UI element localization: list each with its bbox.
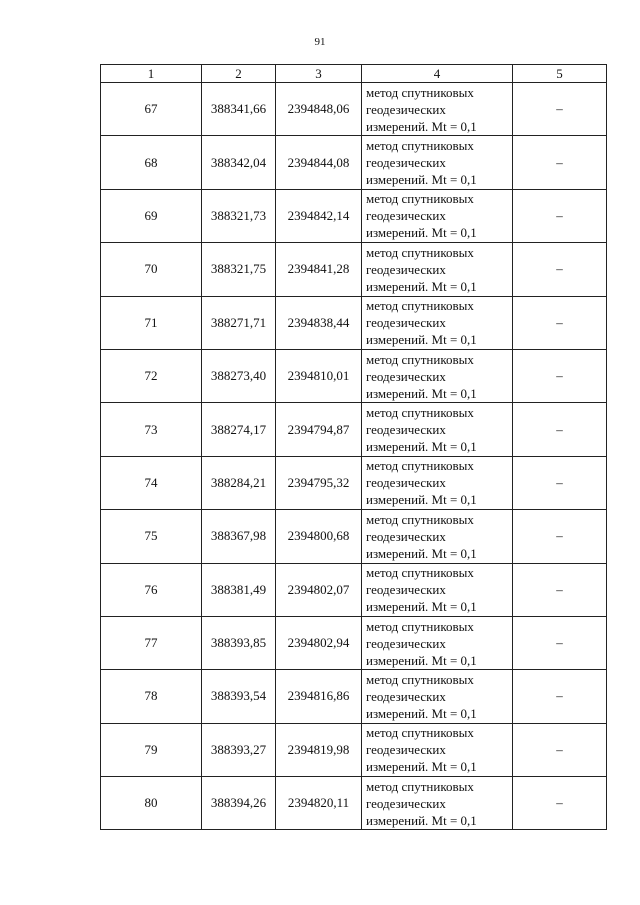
table-row — [101, 189, 607, 242]
y-coordinate-cell: 2394794,87 — [276, 403, 362, 456]
method-text-line: измерений. Mt = 0,1 — [366, 278, 477, 294]
y-coordinate-cell: 2394802,07 — [276, 563, 362, 616]
y-coordinate-cell: 2394819,98 — [276, 723, 362, 776]
table-row — [101, 510, 607, 563]
header-col-5: 5 — [513, 65, 607, 83]
y-coordinate-cell: 2394838,44 — [276, 296, 362, 349]
method-cell — [362, 723, 513, 776]
column-5-cell: – — [513, 456, 607, 509]
method-text-line: измерений. Mt = 0,1 — [366, 599, 477, 615]
method-text-line: измерений. Mt = 0,1 — [366, 332, 477, 348]
table-row — [101, 296, 607, 349]
table-row — [101, 563, 607, 616]
table-body — [101, 83, 607, 830]
coordinates-table — [100, 64, 607, 830]
method-text-line: геодезических — [366, 635, 446, 651]
method-text-line: метод спутниковых — [366, 298, 474, 314]
y-coordinate-cell: 2394800,68 — [276, 510, 362, 563]
method-text-line: геодезических — [366, 368, 446, 384]
method-text-line: метод спутниковых — [366, 618, 474, 634]
header-col-2: 2 — [202, 65, 276, 83]
x-coordinate-cell: 388393,54 — [202, 670, 276, 723]
x-coordinate-cell: 388393,27 — [202, 723, 276, 776]
table-row — [101, 349, 607, 402]
point-number-cell: 68 — [101, 136, 202, 189]
y-coordinate-cell: 2394810,01 — [276, 349, 362, 402]
method-text-line: геодезических — [366, 795, 446, 811]
table-row — [101, 777, 607, 830]
method-text-line: геодезических — [366, 422, 446, 438]
y-coordinate-cell: 2394820,11 — [276, 777, 362, 830]
y-coordinate-cell: 2394841,28 — [276, 243, 362, 296]
header-col-4: 4 — [362, 65, 513, 83]
x-coordinate-cell: 388341,66 — [202, 83, 276, 136]
method-cell — [362, 403, 513, 456]
point-number-cell: 67 — [101, 83, 202, 136]
column-5-cell: – — [513, 777, 607, 830]
x-coordinate-cell: 388274,17 — [202, 403, 276, 456]
method-text-line: метод спутниковых — [366, 511, 474, 527]
method-text-line: геодезических — [366, 155, 446, 171]
method-text-line: измерений. Mt = 0,1 — [366, 118, 477, 134]
method-text-line: измерений. Mt = 0,1 — [366, 439, 477, 455]
method-text-line: геодезических — [366, 528, 446, 544]
point-number-cell: 73 — [101, 403, 202, 456]
x-coordinate-cell: 388321,75 — [202, 243, 276, 296]
point-number-cell: 70 — [101, 243, 202, 296]
method-text-line: геодезических — [366, 582, 446, 598]
point-number-cell: 74 — [101, 456, 202, 509]
method-cell — [362, 670, 513, 723]
method-text-line: измерений. Mt = 0,1 — [366, 225, 477, 241]
x-coordinate-cell: 388394,26 — [202, 777, 276, 830]
table-row — [101, 456, 607, 509]
method-cell — [362, 456, 513, 509]
method-text-line: метод спутниковых — [366, 405, 474, 421]
x-coordinate-cell: 388393,85 — [202, 616, 276, 669]
table-row — [101, 616, 607, 669]
table-row — [101, 723, 607, 776]
method-text-line: метод спутниковых — [366, 458, 474, 474]
method-cell — [362, 243, 513, 296]
column-5-cell: – — [513, 563, 607, 616]
column-5-cell: – — [513, 670, 607, 723]
method-cell — [362, 563, 513, 616]
point-number-cell: 77 — [101, 616, 202, 669]
table-row — [101, 136, 607, 189]
y-coordinate-cell: 2394795,32 — [276, 456, 362, 509]
method-text-line: измерений. Mt = 0,1 — [366, 385, 477, 401]
method-cell — [362, 616, 513, 669]
column-5-cell: – — [513, 403, 607, 456]
method-text-line: метод спутниковых — [366, 565, 474, 581]
table-row — [101, 243, 607, 296]
column-5-cell: – — [513, 349, 607, 402]
method-text-line: измерений. Mt = 0,1 — [366, 759, 477, 775]
x-coordinate-cell: 388342,04 — [202, 136, 276, 189]
column-5-cell: – — [513, 616, 607, 669]
method-text-line: геодезических — [366, 261, 446, 277]
x-coordinate-cell: 388321,73 — [202, 189, 276, 242]
method-text-line: геодезических — [366, 742, 446, 758]
x-coordinate-cell: 388273,40 — [202, 349, 276, 402]
method-text-line: измерений. Mt = 0,1 — [366, 652, 477, 668]
method-text-line: метод спутниковых — [366, 351, 474, 367]
y-coordinate-cell: 2394844,08 — [276, 136, 362, 189]
column-5-cell: – — [513, 189, 607, 242]
header-col-1: 1 — [101, 65, 202, 83]
method-text-line: измерений. Mt = 0,1 — [366, 812, 477, 828]
point-number-cell: 75 — [101, 510, 202, 563]
method-cell — [362, 510, 513, 563]
method-text-line: геодезических — [366, 315, 446, 331]
method-text-line: метод спутниковых — [366, 725, 474, 741]
method-cell — [362, 296, 513, 349]
header-col-3: 3 — [276, 65, 362, 83]
point-number-cell: 79 — [101, 723, 202, 776]
x-coordinate-cell: 388284,21 — [202, 456, 276, 509]
point-number-cell: 71 — [101, 296, 202, 349]
method-text-line: геодезических — [366, 688, 446, 704]
column-5-cell: – — [513, 83, 607, 136]
table-row — [101, 83, 607, 136]
method-text-line: метод спутниковых — [366, 84, 474, 100]
method-cell — [362, 349, 513, 402]
method-cell — [362, 777, 513, 830]
column-5-cell: – — [513, 136, 607, 189]
column-5-cell: – — [513, 296, 607, 349]
x-coordinate-cell: 388271,71 — [202, 296, 276, 349]
table-row — [101, 403, 607, 456]
method-text-line: метод спутниковых — [366, 191, 474, 207]
y-coordinate-cell: 2394816,86 — [276, 670, 362, 723]
point-number-cell: 78 — [101, 670, 202, 723]
method-text-line: геодезических — [366, 475, 446, 491]
method-text-line: метод спутниковых — [366, 138, 474, 154]
point-number-cell: 69 — [101, 189, 202, 242]
method-text-line: метод спутниковых — [366, 671, 474, 687]
y-coordinate-cell: 2394802,94 — [276, 616, 362, 669]
point-number-cell: 76 — [101, 563, 202, 616]
header-row — [101, 65, 607, 83]
point-number-cell: 72 — [101, 349, 202, 402]
method-text-line: измерений. Mt = 0,1 — [366, 705, 477, 721]
table-row — [101, 670, 607, 723]
method-cell — [362, 189, 513, 242]
y-coordinate-cell: 2394848,06 — [276, 83, 362, 136]
method-text-line: геодезических — [366, 208, 446, 224]
method-text-line: геодезических — [366, 101, 446, 117]
method-text-line: измерений. Mt = 0,1 — [366, 492, 477, 508]
x-coordinate-cell: 388367,98 — [202, 510, 276, 563]
method-cell — [362, 83, 513, 136]
point-number-cell: 80 — [101, 777, 202, 830]
column-5-cell: – — [513, 723, 607, 776]
method-text-line: измерений. Mt = 0,1 — [366, 545, 477, 561]
method-cell — [362, 136, 513, 189]
column-5-cell: – — [513, 243, 607, 296]
method-text-line: метод спутниковых — [366, 778, 474, 794]
method-text-line: измерений. Mt = 0,1 — [366, 172, 477, 188]
column-5-cell: – — [513, 510, 607, 563]
table-header — [101, 65, 607, 83]
method-text-line: метод спутниковых — [366, 244, 474, 260]
page-number: 91 — [314, 36, 326, 48]
x-coordinate-cell: 388381,49 — [202, 563, 276, 616]
y-coordinate-cell: 2394842,14 — [276, 189, 362, 242]
